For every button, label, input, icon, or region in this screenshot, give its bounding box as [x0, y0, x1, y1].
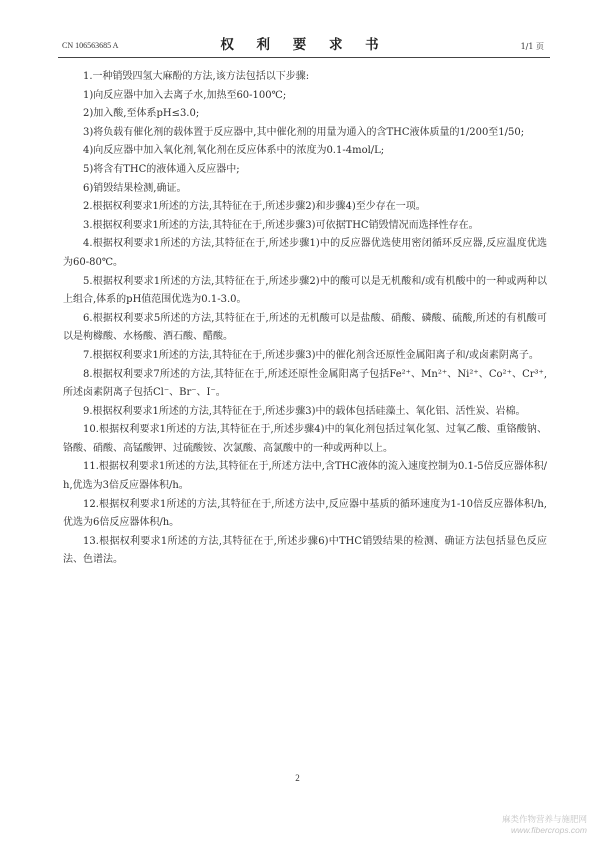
claim-12: 12.根据权利要求1所述的方法,其特征在于,所述方法中,反应器中基质的循环速度为1-10倍反应器体积/h,优选为6倍反应器体积/h。 — [63, 498, 547, 529]
claim-1-step-4: 4)向反应器中加入氧化剂,氧化剂在反应体系中的浓度为0.1-4mol/L; — [83, 145, 385, 157]
site-watermark — [502, 814, 587, 836]
claim-9: 9.根据权利要求1所述的方法,其特征在于,所述步骤3)中的载体包括硅藻土、氧化铝、活性炭、岩棉。 — [83, 405, 526, 417]
claim-1-step-2: 2)加入酸,至体系pH≤3.0; — [83, 108, 200, 120]
claim-5: 5.根据权利要求1所述的方法,其特征在于,所述步骤2)中的酸可以是无机酸和/或有机酸中的一种或两种以上组合,体系的pH值范围优选为0.1-3.0。 — [63, 275, 547, 306]
claim-6: 6.根据权利要求5所述的方法,其特征在于,所述的无机酸可以是盐酸、硝酸、磷酸、硫酸,所述的有机酸可以是枸橼酸、水杨酸、酒石酸、醋酸。 — [63, 312, 547, 343]
claim-11: 11.根据权利要求1所述的方法,其特征在于,所述方法中,含THC液体的流入速度控制为0.1-5倍反应器体积/h,优选为3倍反应器体积/h。 — [63, 461, 547, 492]
claim-13: 13.根据权利要求1所述的方法,其特征在于,所述步骤6)中THC销毁结果的检测、确证方法包括显色反应法、色谱法。 — [63, 535, 547, 566]
patent-number: CN 106563685 A — [62, 41, 119, 50]
claim-1-step-6: 6)销毁结果检测,确证。 — [83, 182, 187, 194]
claim-1-intro: 1.一种销毁四氢大麻酚的方法,该方法包括以下步骤: — [83, 71, 310, 82]
page-number: 2 — [295, 773, 300, 783]
page-indicator: 1/1 页 — [520, 42, 544, 51]
claim-2: 2.根据权利要求1所述的方法,其特征在于,所述步骤2)和步骤4)至少存在一项。 — [83, 201, 426, 213]
header-divider — [58, 57, 550, 58]
claim-4: 4.根据权利要求1所述的方法,其特征在于,所述步骤1)中的反应器优选使用密闭循环反应器,反应温度优选为60-80℃。 — [63, 238, 547, 268]
claim-1-step-5: 5)将含有THC的液体通入反应器中; — [83, 163, 240, 175]
claims-body — [63, 68, 547, 570]
claim-1-step-3: 3)将负载有催化剂的载体置于反应器中,其中催化剂的用量为通入的含THC液体质量的1/200至1/50; — [83, 126, 525, 138]
watermark-url: www.fibercrops.com — [510, 825, 587, 835]
document-title: 权 利 要 求 书 — [220, 37, 388, 53]
watermark-site-name: 麻类作物营养与施肥网 — [501, 814, 587, 824]
claim-7: 7.根据权利要求1所述的方法,其特征在于,所述步骤3)中的催化剂含还原性金属阳离子和/或卤素阴离子。 — [83, 349, 539, 361]
page-header — [58, 30, 550, 58]
claim-10: 10.根据权利要求1所述的方法,其特征在于,所述步骤4)中的氧化剂包括过氧化氢、过氧乙酸、重铬酸钠、铬酸、硝酸、高锰酸钾、过硫酸铵、次氯酸、高氯酸中的一种或两种以上。 — [63, 424, 547, 454]
claim-1-step-1: 1)向反应器中加入去离子水,加热至60-100℃; — [83, 89, 287, 101]
claim-8: 8.根据权利要求7所述的方法,其特征在于,所述还原性金属阳离子包括Fe²⁺、Mn²⁺、Ni²⁺、Co²⁺、Cr³⁺,所述卤素阴离子包括Cl⁻、Br⁻、I⁻。 — [63, 368, 547, 399]
claim-3: 3.根据权利要求1所述的方法,其特征在于,所述步骤3)可依据THC销毁情况而选择性存在。 — [83, 219, 479, 231]
